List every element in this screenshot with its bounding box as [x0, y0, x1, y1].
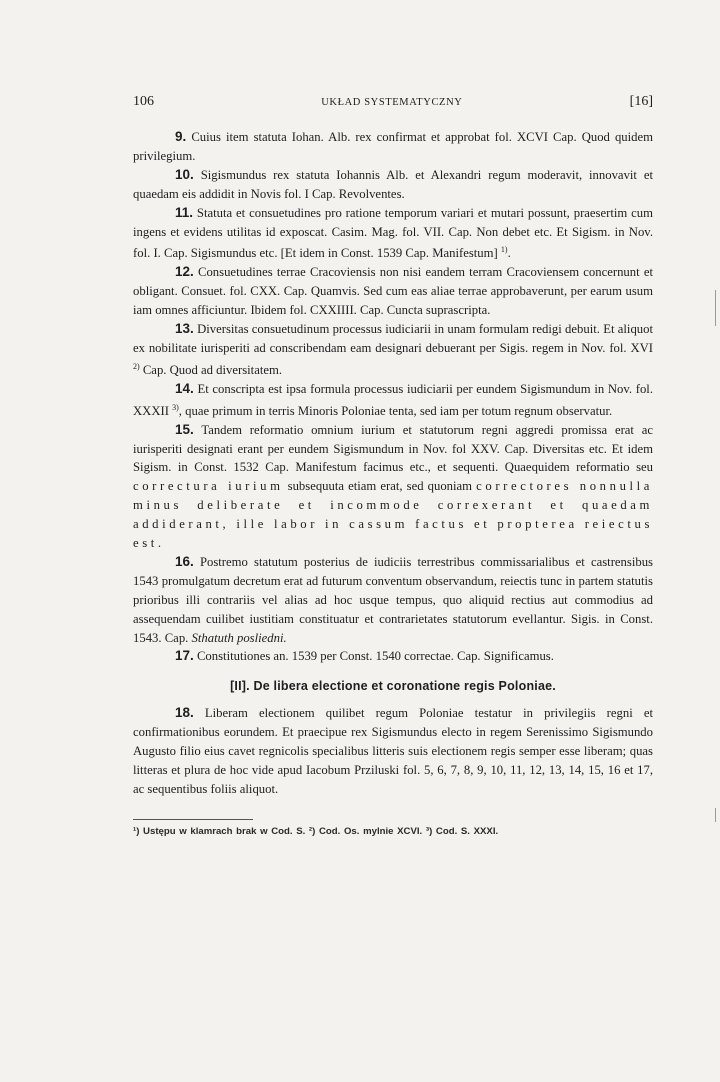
document-page [133, 94, 653, 837]
footnote-ref-1: 1) [500, 245, 508, 255]
running-title: UKŁAD SYSTEMATYCZNY [321, 97, 463, 108]
scan-edge-mark [715, 290, 716, 326]
footnotes: ¹) Ustępu w klamrach brak w Cod. S. ²) Cod. Os. mylnie XCVI. ³) Cod. S. XXXI. [133, 825, 499, 837]
footnote-divider [133, 819, 253, 820]
section-ref: [16] [629, 94, 653, 109]
paragraph-16: 16. Postremo statutum posterius de iudiciis terrestribus commissarialibus et castrensibus 1543 promulgatum decretum erat ad futurum conventum observandum, reiectis tunc in partem statutis prioribus illi contrariis vel alias ad hoc usque tempus, quo aliquid rectius aut commodius ad assequendam cuilibet iustitiam constituatur et contrarietates statutorum evellantur. Sigis. in Const. 1543. Cap. Sthatuth posliedni. [133, 553, 653, 645]
paragraph-12: 12. Consuetudines terrae Cracoviensis non nisi eandem terram Cracoviensem concernunt et obligant. Consuet. fol. CXX. Cap. Quamvis. Sed cum eas aliae terrae approbaverunt, per earum usum iam omnes afficiuntur. Ibidem fol. CXXIIII. Cap. Cuncta suprascripta. [133, 264, 654, 318]
paragraph-13: 13. Diversitas consuetudinum processus iudiciarii in unam formulam redigi debuit. Et aliquot ex nobilitate iurisperiti ad conscribendam eam designari debuerant per Sigis. regem in Nov. fol. XVI $^{2)}$ Cap. Quod ad diversitatem. [133, 321, 653, 377]
spaced-emphasis-1: correctura iurium [133, 479, 284, 494]
paragraph-10: 10. Sigismundus rex statuta Iohannis Alb. et Alexandri regum moderavit, innovavit et quaedam eis addidit in Novis fol. I Cap. Revolventes. [133, 166, 654, 201]
page-number: 106 [133, 94, 154, 109]
footnote-ref-3: 3) [172, 402, 179, 412]
paragraph-15: 15. Tandem reformatio omnium iurium et statutorum regni aggredi promissa erat ac iurisperiti designati erant per eundem Sigismundum in Nov. fol XXV. Cap. Diversitas etc. Et idem Sigism. in Const. 1532 Cap. Manifestum facimus etc., et sequenti. Quaequidem reformatio seu correctura iurium subsequuta etiam erat, sed quoniam correctores nonnulla minus deliberate et incommode correxerant et quaedam addiderant, ille labor in cassum factus et propterea reiectus est. [133, 421, 653, 551]
spaced-emphasis-2: correctores nonnulla minus deliberate et incommode correxerant et quaedam addiderant, ille labor in cassum factus et propterea reiectus est. [133, 479, 653, 551]
paragraph-17: 17. Constitutiones an. 1539 per Const. 1540 correctae. Cap. Significamus. [175, 648, 554, 664]
footnote-ref-2: 2) [133, 361, 140, 371]
scan-edge-mark [715, 808, 716, 822]
italic-title: Sthatuth posliedni. [191, 630, 287, 645]
paragraph-9: 9. Cuius item statuta Iohan. Alb. rex confirmat et approbat fol. XCVI Cap. Quod quidem privilegium. [133, 129, 654, 163]
section-heading: [II]. De libera electione et coronatione regis Poloniae. [230, 679, 556, 694]
paragraph-14: 14. Et conscripta est ipsa formula processus iudiciarii per eundem Sigismundum in Nov. fol. XXXII $^{3)}$, quae primum in terris Minoris Poloniae tenta, sed iam per totum regnum observatur. [133, 380, 654, 418]
paragraph-11: 11. Statuta et consuetudines pro ratione temporum variari et mutari possunt, praesertim cum ingens et evidens utilitas id exposcat. Casim. Mag. fol. VII. Cap. Non debet etc. Et Sigism. in Nov. fol. I. Cap. Sigismundus etc. [Et idem in Const. 1539 Cap. Manifestum] $^{1)}$. [133, 204, 653, 261]
running-header [133, 94, 653, 116]
paragraph-18: 18. Liberam electionem quilibet regum Poloniae testatur in privilegiis regni et confirmationibus eorundem. Et praecipue rex Sigismundus electo in regem Serenissimo Sigismundo Augusto filio eius cavet regnicolis specialibus litteris suis electionem regis semper esse liberam; quas litteras et plura de hoc vide apud Iacobum Prziluski fol. 5, 6, 7, 8, 9, 10, 11, 12, 13, 14, 15, 16 et 17, ac sequentibus foliis aliquot. [133, 705, 653, 796]
